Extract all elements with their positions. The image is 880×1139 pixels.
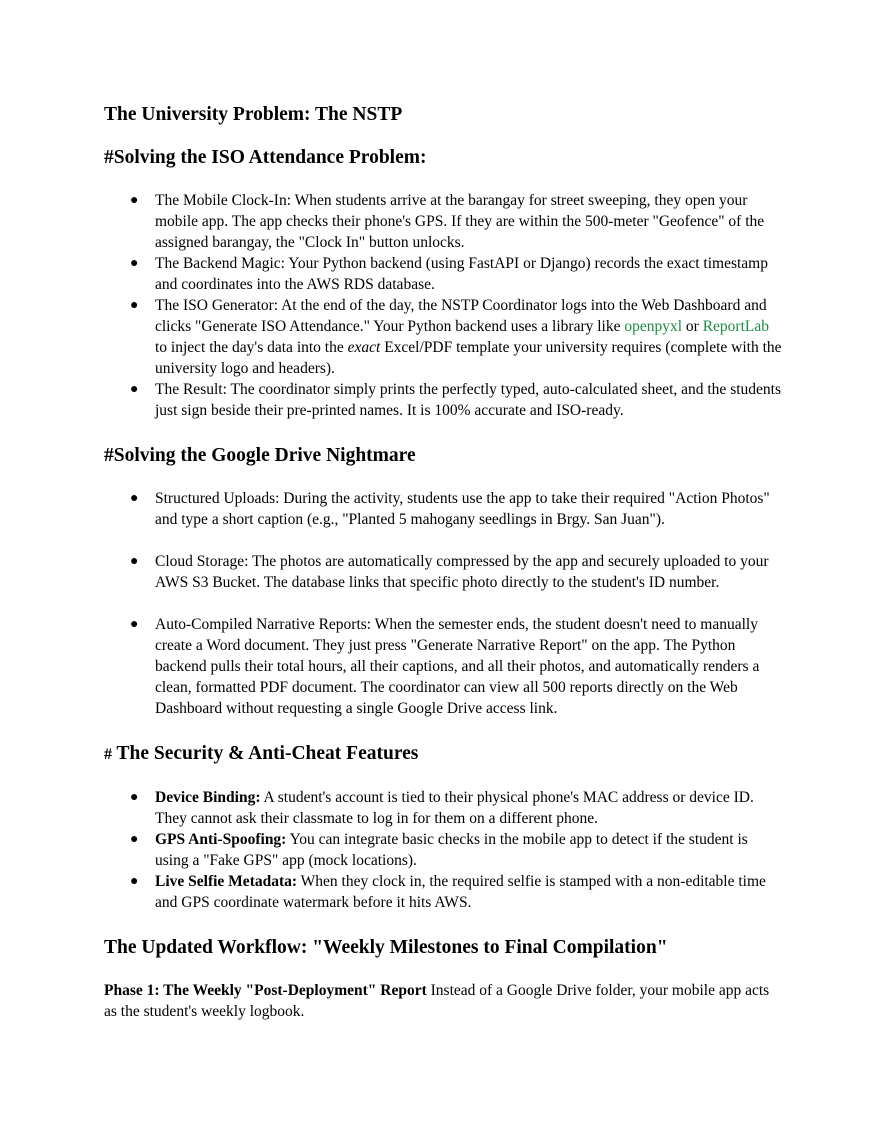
list-item: ● The ISO Generator: At the end of the day, the NSTP Coordinator logs into the Web Dashboard and clicks "Generate ISO Attendance." Your Python backend uses a library like openpyxl or ReportLab to inject the day's data into the exact Excel/PDF template your university requires (complete with the university logo and headers). xyxy=(130,297,782,377)
bullet-icon: ● xyxy=(130,832,139,847)
drive-list xyxy=(104,488,784,719)
security-list xyxy=(104,787,784,913)
openpyxl-link[interactable]: openpyxl xyxy=(624,318,683,335)
document-content xyxy=(104,101,784,1022)
iso-heading: #Solving the ISO Attendance Problem: xyxy=(104,147,427,168)
bullet-icon: ● xyxy=(130,298,139,313)
list-item: ● Live Selfie Metadata: When they clock in, the required selfie is stamped with a non-editable time and GPS coordinate watermark before it hits AWS. xyxy=(130,873,766,911)
emphasis-text: exact xyxy=(347,339,381,356)
bullet-icon: ● xyxy=(130,617,139,632)
spacer xyxy=(104,421,784,442)
workflow-heading: The Updated Workflow: "Weekly Milestones to Final Compilation" xyxy=(104,937,668,958)
doc-title: The University Problem: The NSTP xyxy=(104,104,403,125)
list-item: ● Structured Uploads: During the activity, students use the app to take their required "Action Photos" and type a short caption (e.g., "Planted 5 mahogany seedlings in Brgy. San Juan"). xyxy=(130,490,770,528)
bullet-icon: ● xyxy=(130,193,139,208)
spacer xyxy=(104,719,784,740)
list-item: ● The Result: The coordinator simply prints the perfectly typed, auto-calculated sheet, and the students just sign beside their pre-printed names. It is 100% accurate and ISO-ready. xyxy=(130,381,781,419)
bullet-icon: ● xyxy=(130,554,139,569)
drive-heading: #Solving the Google Drive Nightmare xyxy=(104,445,416,466)
list-item: ● The Backend Magic: Your Python backend (using FastAPI or Django) records the exact timestamp and coordinates into the AWS RDS database. xyxy=(130,255,768,293)
list-item: ● The Mobile Clock-In: When students arrive at the barangay for street sweeping, they open your mobile app. The app checks their phone's GPS. If they are within the 500-meter "Geofence" of the assigned barangay, the "Clock In" button unlocks. xyxy=(130,192,765,251)
phase-paragraph: Phase 1: The Weekly "Post-Deployment" Report Instead of a Google Drive folder, your mobile app acts as the student's weekly logbook. xyxy=(104,982,770,1020)
reportlab-link[interactable]: ReportLab xyxy=(702,318,770,335)
bullet-icon: ● xyxy=(130,874,139,889)
spacer xyxy=(104,913,784,934)
bullet-icon: ● xyxy=(130,256,139,271)
bullet-icon: ● xyxy=(130,790,139,805)
iso-list xyxy=(104,190,784,421)
list-item: ● Device Binding: A student's account is tied to their physical phone's MAC address or device ID. They cannot ask their classmate to log in for them on a different phone. xyxy=(130,789,754,827)
bullet-icon: ● xyxy=(130,491,139,506)
bullet-icon: ● xyxy=(130,382,139,397)
list-item: ● GPS Anti-Spoofing: You can integrate basic checks in the mobile app to detect if the student is using a "Fake GPS" app (mock locations). xyxy=(130,831,748,869)
list-item: ● Auto-Compiled Narrative Reports: When the semester ends, the student doesn't need to manually create a Word document. They just press "Generate Narrative Report" on the app. The Python backend pulls their total hours, all their captions, and all their photos, and automatically renders a clean, formatted PDF document. The coordinator can view all 500 reports directly on the Web Dashboard without requesting a single Google Drive access link. xyxy=(130,616,760,717)
security-heading: # The Security & Anti-Cheat Features xyxy=(104,743,419,764)
list-item: ● Cloud Storage: The photos are automatically compressed by the app and securely uploaded to your AWS S3 Bucket. The database links that specific photo directly to the student's ID number. xyxy=(130,553,769,591)
